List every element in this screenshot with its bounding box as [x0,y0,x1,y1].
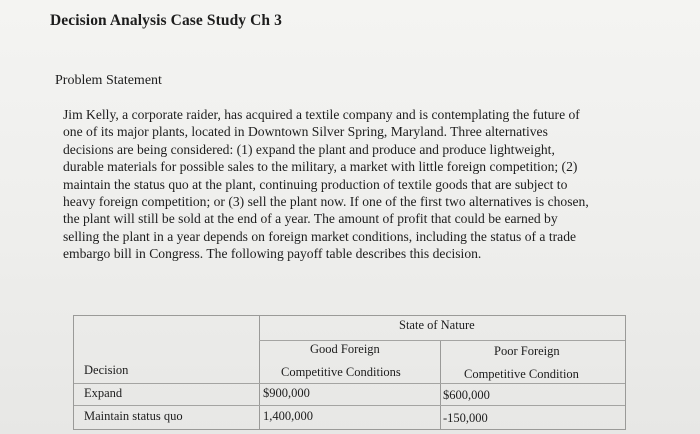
document-title: Decision Analysis Case Study Ch 3 [50,12,282,29]
table-divider-horizontal [74,405,625,406]
problem-line: one of its major plants, located in Downtown Silver Spring, Maryland. Three alternatives [63,124,548,140]
problem-line: the plant will still be sold at the end of a year. The amount of profit that could be earned by [63,211,558,227]
problem-line: selling the plant in a year depends on foreign market conditions, including the status of a trade [63,228,577,244]
problem-line: decisions are being considered: (1) expand the plant and produce and produce lightweight, [63,141,555,157]
good-column-header-line2: Competitive Conditions [281,365,401,379]
problem-line: maintain the status quo at the plant, continuing production of textile goods that are subject to [63,176,568,192]
table-divider-vertical [259,316,260,429]
row-decision: Expand [84,386,123,400]
row-poor-value: -150,000 [443,411,488,425]
poor-column-header-line1: Poor Foreign [494,344,560,358]
row-decision: Maintain status quo [84,409,183,423]
row-poor-value: $600,000 [443,388,490,402]
problem-line: durable materials for possible sales to the military, a market with little foreign competition; (2) [63,159,578,175]
section-heading: Problem Statement [55,73,162,88]
problem-line: embargo bill in Congress. The following payoff table describes this decision. [63,246,482,262]
problem-line: heavy foreign competition; or (3) sell the plant now. If one of the first two alternatives is chosen, [63,194,589,210]
table-divider-horizontal [259,340,625,341]
decision-column-header: Decision [84,363,129,377]
row-good-value: $900,000 [263,386,310,400]
row-good-value: 1,400,000 [263,409,313,423]
payoff-table [73,315,626,430]
good-column-header-line1: Good Foreign [310,342,380,356]
problem-line: Jim Kelly, a corporate raider, has acquired a textile company and is contemplating the future of [63,107,580,122]
state-of-nature-header: State of Nature [399,318,475,332]
poor-column-header-line2: Competitive Condition [464,367,579,381]
problem-statement-paragraph [63,106,643,263]
table-divider-vertical [440,340,441,429]
table-divider-horizontal [74,383,625,384]
